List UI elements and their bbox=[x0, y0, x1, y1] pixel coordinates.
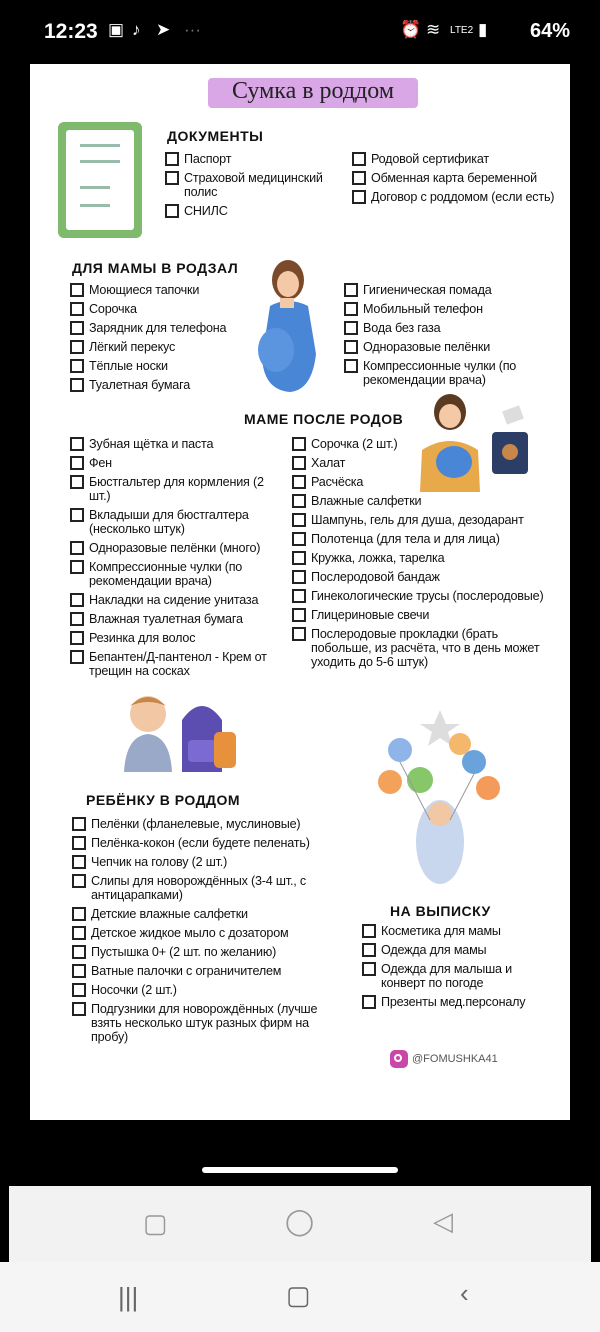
square-icon[interactable]: ▢ bbox=[143, 1208, 168, 1238]
checkbox[interactable] bbox=[344, 321, 358, 335]
list-item[interactable]: Сорочка (2 шт.) bbox=[292, 437, 548, 451]
telegram-icon: ➤ bbox=[156, 20, 171, 39]
mom-delivery-list-left bbox=[70, 283, 250, 397]
section-title-baby: РЕБЁНКУ В РОДДОМ bbox=[86, 792, 241, 808]
checkbox[interactable] bbox=[165, 171, 179, 185]
checkbox[interactable] bbox=[70, 437, 84, 451]
instagram-icon bbox=[390, 1050, 408, 1068]
list-item[interactable]: Фен bbox=[70, 456, 278, 470]
list-item[interactable]: Бюстгальтер для кормления (2 шт.) bbox=[70, 475, 278, 503]
page-title: Сумка в роддом bbox=[231, 78, 395, 104]
checkbox[interactable] bbox=[362, 943, 376, 957]
baby-with-backpack-icon bbox=[118, 692, 242, 780]
list-item[interactable]: Одноразовые пелёнки (много) bbox=[70, 541, 278, 555]
checkbox[interactable] bbox=[362, 995, 376, 1009]
checkbox[interactable] bbox=[352, 152, 366, 166]
mom-after-list-right bbox=[292, 437, 548, 674]
home-icon[interactable]: ▢ bbox=[286, 1280, 311, 1310]
list-item[interactable]: Тёплые носки bbox=[70, 359, 250, 373]
checkbox[interactable] bbox=[344, 340, 358, 354]
checkbox[interactable] bbox=[70, 283, 84, 297]
list-item[interactable]: Обменная карта беременной bbox=[352, 171, 557, 185]
checkbox[interactable] bbox=[70, 593, 84, 607]
checkbox[interactable] bbox=[292, 513, 306, 527]
list-item[interactable]: Накладки на сидение унитаза bbox=[70, 593, 278, 607]
checkbox[interactable] bbox=[292, 437, 306, 451]
pregnant-woman-icon bbox=[250, 258, 330, 396]
list-item[interactable]: Пустышка 0+ (2 шт. по желанию) bbox=[72, 945, 322, 959]
list-item[interactable]: Гигиеническая помада bbox=[344, 283, 539, 297]
checkbox[interactable] bbox=[72, 836, 86, 850]
list-item[interactable]: Вода без газа bbox=[344, 321, 539, 335]
checkbox[interactable] bbox=[70, 541, 84, 555]
clipboard-icon bbox=[58, 122, 142, 238]
credit-handle: @FOMUSHKA41 bbox=[412, 1052, 498, 1065]
list-item[interactable]: Расчёска bbox=[292, 475, 548, 489]
list-item[interactable]: Влажные салфетки bbox=[292, 494, 548, 508]
mom-after-list-left bbox=[70, 437, 278, 683]
checkbox[interactable] bbox=[292, 627, 306, 641]
list-item[interactable]: Страховой медицинский полис bbox=[165, 171, 340, 199]
documents-list-right bbox=[352, 152, 557, 209]
checkbox[interactable] bbox=[72, 874, 86, 888]
app-toolbar bbox=[9, 1186, 591, 1262]
list-item[interactable]: Договор с роддомом (если есть) bbox=[352, 190, 557, 204]
checkbox[interactable] bbox=[70, 340, 84, 354]
list-item[interactable]: Бепантен/Д-пантенол - Крем от трещин на сосках bbox=[70, 650, 278, 678]
status-bar bbox=[0, 0, 600, 60]
checkbox[interactable] bbox=[165, 204, 179, 218]
list-item[interactable]: Полотенца (для тела и для лица) bbox=[292, 532, 548, 546]
checkbox[interactable] bbox=[72, 1002, 86, 1016]
checkbox[interactable] bbox=[292, 570, 306, 584]
list-item[interactable]: Влажная туалетная бумага bbox=[70, 612, 278, 626]
list-item[interactable]: Резинка для волос bbox=[70, 631, 278, 645]
instagram-credit bbox=[390, 1050, 498, 1068]
checkbox[interactable] bbox=[72, 907, 86, 921]
baby-list bbox=[72, 817, 322, 1049]
battery-level: 64% bbox=[529, 20, 570, 42]
checkbox[interactable] bbox=[72, 964, 86, 978]
checkbox[interactable] bbox=[70, 378, 84, 392]
list-item[interactable]: Зубная щётка и паста bbox=[70, 437, 278, 451]
list-item[interactable]: Косметика для мамы bbox=[362, 924, 552, 938]
back-icon[interactable]: ‹ bbox=[460, 1278, 469, 1308]
checkbox[interactable] bbox=[344, 283, 358, 297]
section-title-mom-delivery: ДЛЯ МАМЫ В РОДЗАЛ bbox=[72, 260, 239, 276]
checkbox[interactable] bbox=[344, 359, 358, 373]
network-label: LTE2 bbox=[450, 25, 474, 36]
alarm-icon: ⏰ bbox=[400, 20, 422, 39]
checkbox[interactable] bbox=[72, 926, 86, 940]
section-title-mom-after: МАМЕ ПОСЛЕ РОДОВ bbox=[244, 411, 404, 427]
list-item[interactable]: Детские влажные салфетки bbox=[72, 907, 322, 921]
list-item[interactable]: Глицериновые свечи bbox=[292, 608, 548, 622]
list-item[interactable]: Моющиеся тапочки bbox=[70, 283, 250, 297]
checkbox[interactable] bbox=[70, 359, 84, 373]
gesture-bar[interactable] bbox=[202, 1167, 398, 1173]
checkbox[interactable] bbox=[292, 456, 306, 470]
circle-icon[interactable]: ◯ bbox=[285, 1206, 315, 1236]
checkbox[interactable] bbox=[72, 855, 86, 869]
status-time: 12:23 bbox=[44, 20, 98, 43]
checkbox[interactable] bbox=[352, 171, 366, 185]
checkbox[interactable] bbox=[70, 508, 84, 522]
checkbox[interactable] bbox=[165, 152, 179, 166]
checkbox[interactable] bbox=[72, 983, 86, 997]
checkbox[interactable] bbox=[292, 589, 306, 603]
list-item[interactable]: Мобильный телефон bbox=[344, 302, 539, 316]
checkbox[interactable] bbox=[352, 190, 366, 204]
list-item[interactable]: Вкладыши для бюстгалтера (несколько штук) bbox=[70, 508, 278, 536]
list-item[interactable]: Туалетная бумага bbox=[70, 378, 250, 392]
checkbox[interactable] bbox=[70, 612, 84, 626]
triangle-back-icon[interactable]: ◁ bbox=[433, 1206, 453, 1236]
list-item[interactable]: Пелёнка-кокон (если будете пеленать) bbox=[72, 836, 322, 850]
checkbox[interactable] bbox=[70, 475, 84, 489]
list-item[interactable]: Компрессионные чулки (по рекомендации врача) bbox=[70, 560, 278, 588]
music-icon: ♪ bbox=[132, 20, 141, 39]
recent-apps-icon[interactable]: ||| bbox=[118, 1282, 139, 1312]
gallery-icon: ▣ bbox=[108, 20, 125, 39]
list-item[interactable]: Паспорт bbox=[165, 152, 340, 166]
list-item[interactable]: Одежда для мамы bbox=[362, 943, 552, 957]
checkbox[interactable] bbox=[70, 631, 84, 645]
list-item[interactable]: Презенты мед.персоналу bbox=[362, 995, 552, 1009]
checkbox[interactable] bbox=[292, 551, 306, 565]
list-item[interactable]: Лёгкий перекус bbox=[70, 340, 250, 354]
system-nav-bar bbox=[0, 1262, 600, 1332]
list-item[interactable]: Слипы для новорождённых (3-4 шт., с антицарапками) bbox=[72, 874, 322, 902]
checkbox[interactable] bbox=[292, 532, 306, 546]
list-item[interactable]: Родовой сертификат bbox=[352, 152, 557, 166]
signal-icon: ▮ bbox=[478, 20, 488, 39]
checkbox[interactable] bbox=[72, 817, 86, 831]
list-item[interactable]: Послеродовые прокладки (брать побольше, из расчёта, что в день может уходить до 5-6 штук) bbox=[292, 627, 548, 669]
list-item[interactable]: Подгузники для новорождённых (лучше взять несколько штук разных фирм на пробу) bbox=[72, 1002, 322, 1044]
balloons-newborn-icon bbox=[376, 710, 506, 890]
checkbox[interactable] bbox=[70, 321, 84, 335]
checkbox[interactable] bbox=[70, 302, 84, 316]
checkbox[interactable] bbox=[344, 302, 358, 316]
checkbox[interactable] bbox=[292, 608, 306, 622]
documents-list-left bbox=[165, 152, 340, 223]
checkbox[interactable] bbox=[72, 945, 86, 959]
list-item[interactable]: Компрессионные чулки (по рекомендации врача) bbox=[344, 359, 539, 387]
list-item[interactable]: Кружка, ложка, тарелка bbox=[292, 551, 548, 565]
list-item[interactable]: СНИЛС bbox=[165, 204, 340, 218]
list-item[interactable]: Послеродовой бандаж bbox=[292, 570, 548, 584]
section-title-discharge: НА ВЫПИСКУ bbox=[390, 903, 491, 919]
checkbox[interactable] bbox=[70, 650, 84, 664]
list-item[interactable]: Сорочка bbox=[70, 302, 250, 316]
list-item[interactable]: Гинекологические трусы (послеродовые) bbox=[292, 589, 548, 603]
list-item[interactable]: Халат bbox=[292, 456, 548, 470]
checkbox[interactable] bbox=[292, 494, 306, 508]
list-item[interactable]: Пелёнки (фланелевые, муслиновые) bbox=[72, 817, 322, 831]
checkbox[interactable] bbox=[362, 962, 376, 976]
list-item[interactable]: Чепчик на голову (2 шт.) bbox=[72, 855, 322, 869]
list-item[interactable]: Шампунь, гель для душа, дезодарант bbox=[292, 513, 548, 527]
list-item[interactable]: Детское жидкое мыло с дозатором bbox=[72, 926, 322, 940]
mom-delivery-list-right bbox=[344, 283, 539, 392]
more-icon: ··· bbox=[184, 20, 201, 39]
list-item[interactable]: Одноразовые пелёнки bbox=[344, 340, 539, 354]
checkbox[interactable] bbox=[70, 560, 84, 574]
list-item[interactable]: Одежда для малыша и конверт по погоде bbox=[362, 962, 552, 990]
list-item[interactable]: Носочки (2 шт.) bbox=[72, 983, 322, 997]
discharge-list bbox=[362, 924, 552, 1014]
checkbox[interactable] bbox=[70, 456, 84, 470]
list-item[interactable]: Ватные палочки с ограничителем bbox=[72, 964, 322, 978]
checkbox[interactable] bbox=[362, 924, 376, 938]
wifi-icon: ≋ bbox=[426, 20, 441, 39]
section-title-documents: ДОКУМЕНТЫ bbox=[167, 128, 264, 144]
list-item[interactable]: Зарядник для телефона bbox=[70, 321, 250, 335]
checkbox[interactable] bbox=[292, 475, 306, 489]
